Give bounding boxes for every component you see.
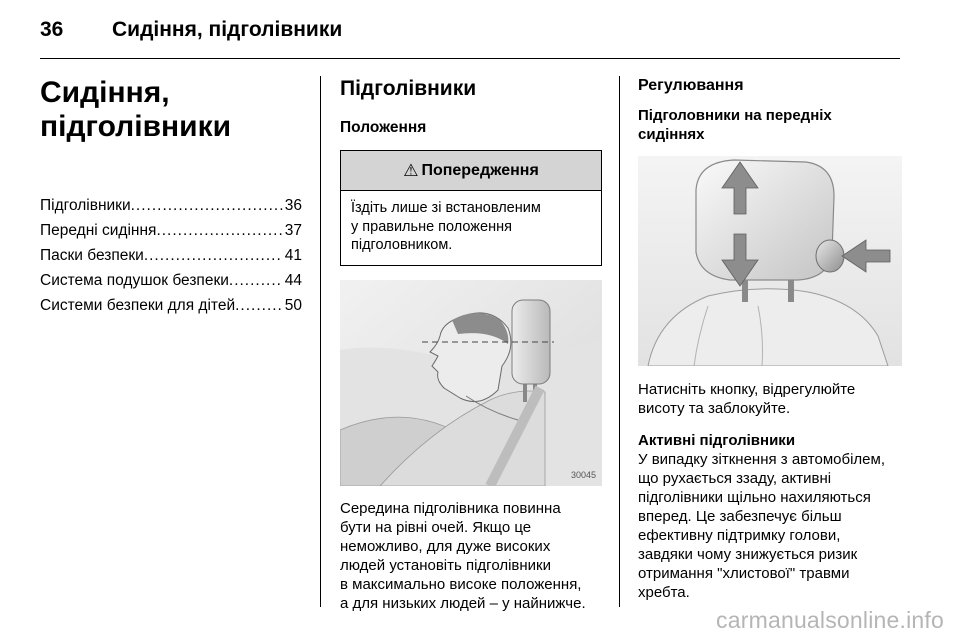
column-divider bbox=[619, 76, 620, 607]
active-headrests-paragraph bbox=[638, 450, 902, 602]
paragraph-line: У випадку зіткнення з автомобілем, bbox=[638, 451, 886, 468]
headrest-position-illustration bbox=[340, 280, 602, 486]
paragraph-line: ефективну підтримку голови, bbox=[638, 527, 841, 544]
toc-page: 50 bbox=[284, 297, 302, 314]
active-headrests-title: Активні підголівники bbox=[638, 432, 796, 449]
chapter-title-line: підголівники bbox=[40, 110, 232, 143]
warning-title: Попередження bbox=[421, 161, 539, 179]
page-header bbox=[40, 16, 900, 52]
subsection-title: Положення bbox=[340, 119, 427, 136]
toc-leader bbox=[235, 293, 283, 318]
paragraph-line: вперед. Це забезпечує більш bbox=[638, 508, 842, 525]
toc-entry-headrests[interactable] bbox=[40, 193, 302, 218]
toc-page: 41 bbox=[284, 247, 302, 264]
warning-box bbox=[340, 150, 602, 266]
paragraph-line: хребта. bbox=[638, 584, 690, 601]
table-of-contents bbox=[40, 193, 302, 318]
paragraph-line: завдяки чому знижується ризик bbox=[638, 546, 858, 563]
adjust-instruction bbox=[638, 380, 902, 418]
toc-entry-seat-belts[interactable] bbox=[40, 243, 302, 268]
figure-code: 30045 bbox=[570, 469, 596, 480]
running-title: Сидіння, підголівники bbox=[112, 18, 343, 41]
warning-line: у правильне положення bbox=[351, 218, 512, 235]
paragraph-line: а для низьких людей – у найнижче. bbox=[340, 594, 586, 612]
toc-page: 36 bbox=[284, 197, 302, 214]
chapter-title bbox=[40, 76, 302, 144]
paragraph-line: в максимально високе положення, bbox=[340, 575, 582, 593]
watermark: carmanualsonline.info bbox=[716, 607, 944, 633]
headrest-adjustment-illustration bbox=[638, 156, 902, 366]
warning-line: підголовником. bbox=[351, 237, 453, 253]
toc-page: 37 bbox=[284, 222, 302, 239]
warning-header bbox=[341, 151, 601, 191]
chapter-title-line: Сидіння, bbox=[40, 76, 170, 109]
section-title: Підголівники bbox=[340, 77, 477, 100]
paragraph-line: що рухається ззаду, активні bbox=[638, 470, 832, 487]
paragraph-line: отримання "хлистової" травми bbox=[638, 565, 850, 582]
toc-label: Підголівники bbox=[40, 197, 131, 214]
adjustment-section bbox=[638, 76, 902, 602]
warning-icon: ⚠ bbox=[403, 160, 419, 180]
paragraph-line: бути на рівні очей. Якщо це bbox=[340, 518, 532, 536]
warning-line: Їздіть лише зі встановленим bbox=[351, 200, 541, 216]
toc-page: 44 bbox=[284, 272, 302, 289]
paragraph-line: висоту та заблокуйте. bbox=[638, 400, 791, 417]
page-number: 36 bbox=[40, 18, 64, 41]
adjustment-title: Регулювання bbox=[638, 77, 744, 94]
toc-entry-airbag-system[interactable] bbox=[40, 268, 302, 293]
toc-entry-child-restraints[interactable] bbox=[40, 293, 302, 318]
paragraph-line: Натисніть кнопку, відрегулюйте bbox=[638, 381, 856, 398]
front-headrests-title: Підголовники на передніх сидіннях bbox=[638, 107, 832, 143]
paragraph-line: людей установіть підголівники bbox=[340, 556, 551, 574]
paragraph-line: підголівники щільно нахиляються bbox=[638, 489, 871, 506]
toc-leader bbox=[229, 268, 283, 293]
paragraph-line: Середина підголівника повинна bbox=[340, 499, 561, 517]
chapter-column bbox=[40, 76, 302, 318]
warning-body bbox=[341, 191, 601, 265]
header-rule bbox=[40, 58, 900, 59]
toc-label: Системи безпеки для дітей bbox=[40, 297, 236, 314]
paragraph-line: неможливо, для дуже високих bbox=[340, 537, 551, 555]
headrest-section bbox=[340, 76, 602, 613]
toc-leader bbox=[156, 218, 282, 243]
toc-leader bbox=[144, 243, 283, 268]
toc-label: Паски безпеки bbox=[40, 247, 144, 264]
toc-label: Система подушок безпеки bbox=[40, 272, 229, 289]
toc-leader bbox=[131, 193, 283, 218]
toc-label: Передні сидіння bbox=[40, 222, 157, 239]
position-paragraph bbox=[340, 499, 602, 613]
toc-entry-front-seats[interactable] bbox=[40, 218, 302, 243]
column-divider bbox=[320, 76, 321, 607]
